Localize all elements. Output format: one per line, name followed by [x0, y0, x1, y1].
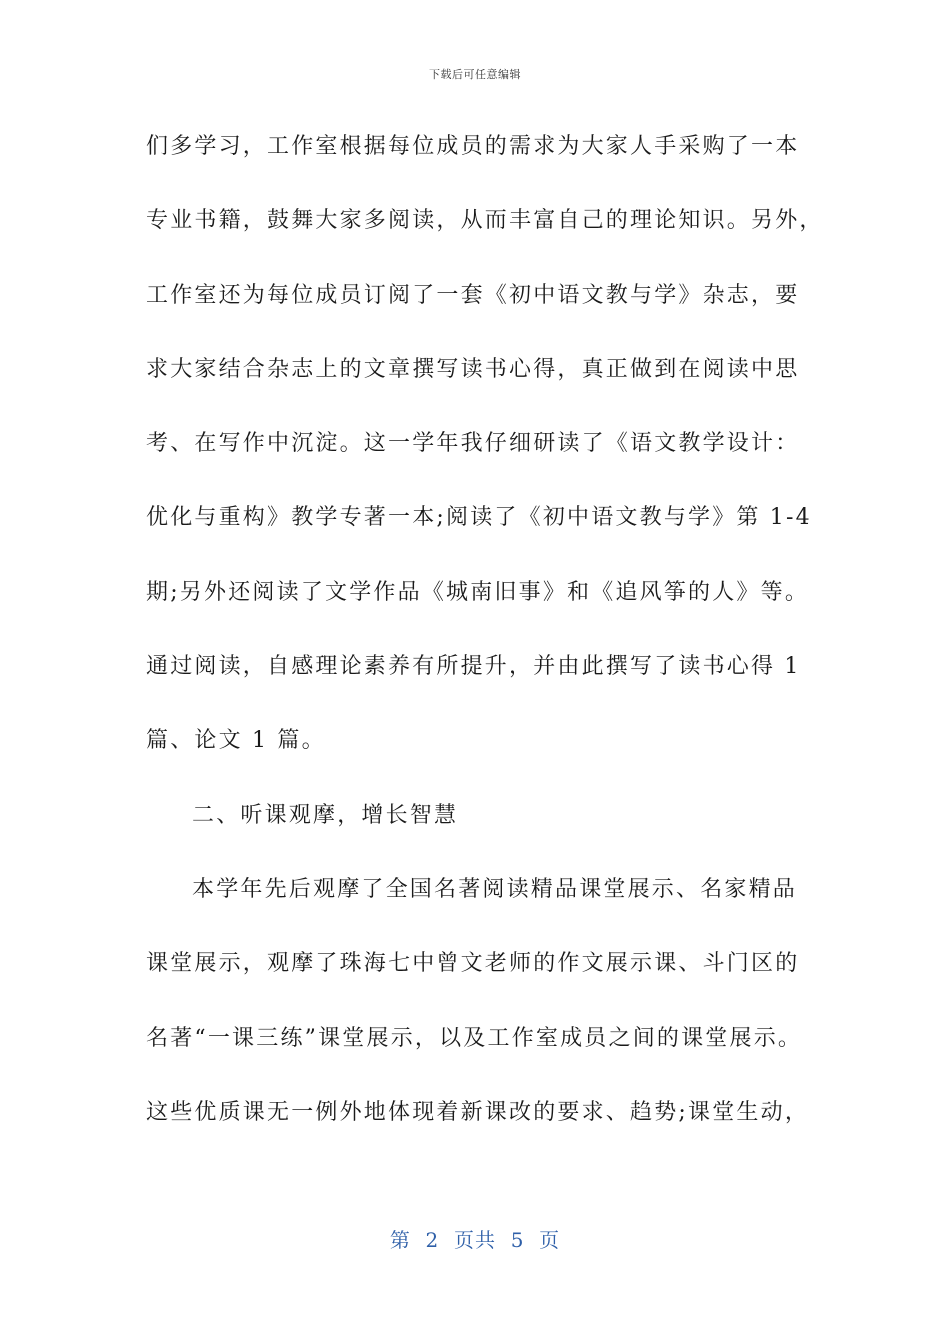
text-line-9: 篇、论文 1 篇。: [146, 728, 326, 754]
text-line-1: 们多学习，工作室根据每位成员的需求为大家人手采购了一本: [146, 134, 800, 159]
document-body: [146, 120, 824, 1160]
text-line-8: 通过阅读，自感理论素养有所提升，并由此撰写了读书心得 1: [146, 654, 801, 680]
text-line-11: 本学年先后观摩了全国名著阅读精品课堂展示、名家精品: [192, 876, 798, 902]
text-line-12: 课堂展示，观摩了珠海七中曾文老师的作文展示课、斗门区的: [146, 951, 800, 977]
section-heading: 二、听课观摩，增长智慧: [192, 802, 459, 828]
text-line-14: 这些优质课无一例外地体现着新课改的要求、趋势;课堂生动，: [146, 1099, 810, 1125]
text-line-3: 工作室还为每位成员订阅了一套《初中语文教与学》杂志，要: [146, 282, 800, 308]
text-line-7: 期;另外还阅读了文学作品《城南旧事》和《追风筝的人》等。: [146, 579, 810, 605]
page-header: 下载后可任意编辑: [429, 68, 521, 81]
text-line-5: 考、在写作中沉淀。这一学年我仔细研读了《语文教学设计：: [146, 431, 800, 457]
text-line-13: 名著“一课三练”课堂展示，以及工作室成员之间的课堂展示。: [146, 1025, 803, 1051]
text-line-6: 优化与重构》教学专著一本;阅读了《初中语文教与学》第 1-4: [146, 505, 812, 531]
text-line-2: 专业书籍，鼓舞大家多阅读，从而丰富自己的理论知识。另外，: [146, 208, 824, 234]
text-line-4: 求大家结合杂志上的文章撰写读书心得，真正做到在阅读中思: [146, 356, 800, 382]
page-number-footer: 第 2 页共 5 页: [389, 1228, 561, 1252]
